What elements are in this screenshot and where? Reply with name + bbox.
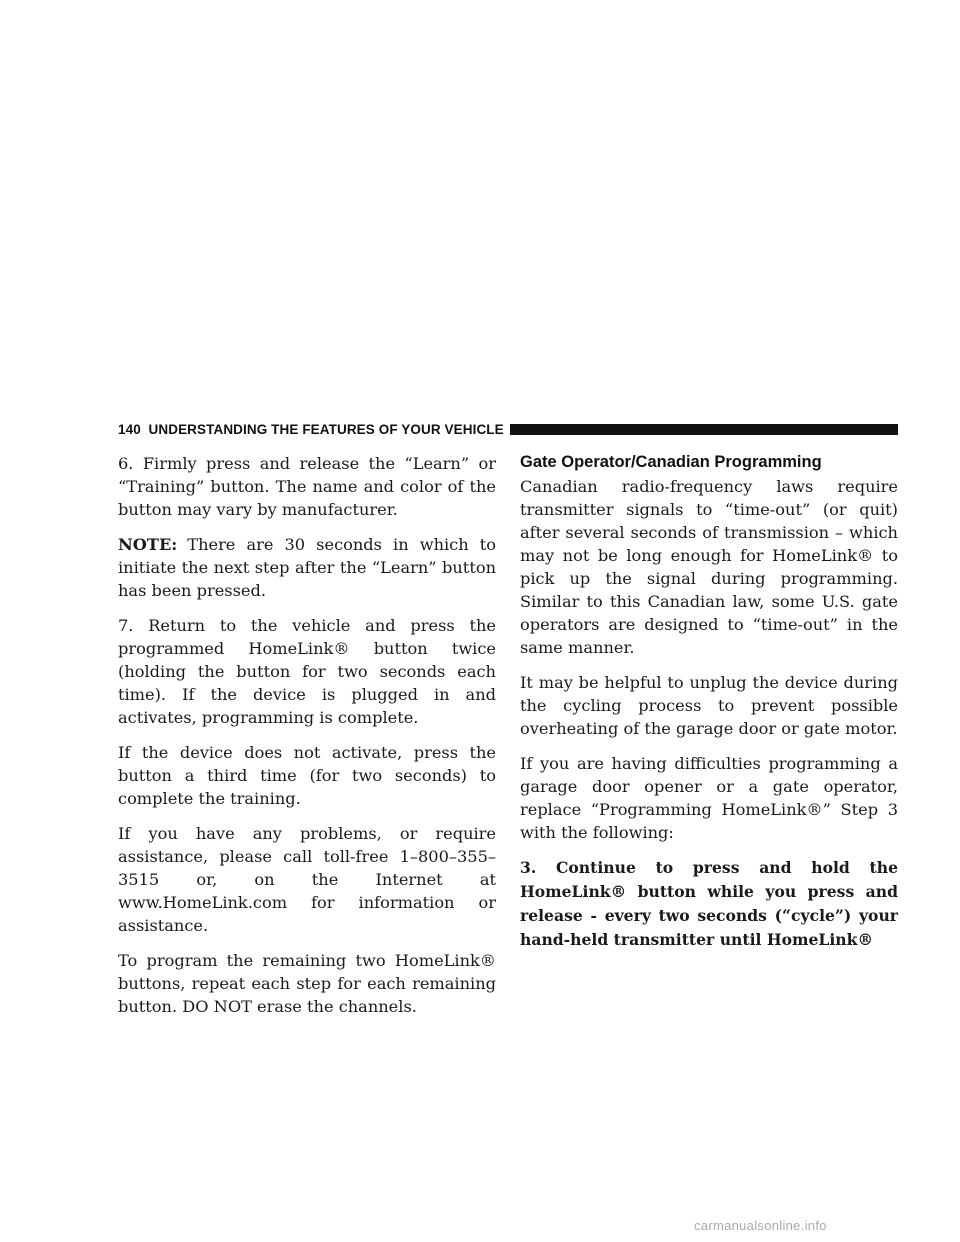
note-text: There are 30 seconds in which to initiate the next step after the “Learn” button has been pressed. <box>118 535 496 600</box>
page-header <box>118 420 898 438</box>
right-column <box>520 452 898 964</box>
note-label: NOTE: <box>118 535 178 554</box>
remaining-buttons-paragraph: To program the remaining two HomeLink® buttons, repeat each step for each remaining button. DO NOT erase the channels. <box>118 951 496 1016</box>
note-paragraph <box>118 533 496 602</box>
difficulties-paragraph: If you are having difficulties programming a garage door opener or a gate operator, replace “Programming HomeLink®” Step 3 with the following: <box>520 754 898 842</box>
assistance-paragraph: If you have any problems, or require assistance, please call toll-free 1–800–355–3515 or, on the Internet at www.HomeLink.com for information or assistance. <box>118 824 496 935</box>
header-bar <box>510 424 898 435</box>
step-6-paragraph: 6. Firmly press and release the “Learn” or “Training” button. The name and color of the button may vary by manufacturer. <box>118 454 496 519</box>
step-7-paragraph: 7. Return to the vehicle and press the programmed HomeLink® button twice (holding the button for two seconds each time). If the device is plugged in and activates, programming is complete. <box>118 616 496 727</box>
page-number: 140 <box>118 421 141 437</box>
header-text <box>118 422 504 437</box>
step-3-paragraph: 3. Continue to press and hold the HomeLink® button while you press and release - every two seconds (“cycle”) your hand-held transmitter until HomeLink® <box>520 858 898 949</box>
unplug-paragraph: It may be helpful to unplug the device during the cycling process to prevent possible overheating of the garage door or gate motor. <box>520 673 898 738</box>
watermark: carmanualsonline.info <box>694 1218 827 1233</box>
canadian-law-paragraph: Canadian radio-frequency laws require transmitter signals to “time-out” (or quit) after several seconds of transmission – which may not be long enough for HomeLink® to pick up the signal during programming. Similar to this Canadian law, some U.S. gate operators are designed to “time-out” in the same manner. <box>520 477 898 657</box>
left-column <box>118 452 496 1030</box>
section-heading: Gate Operator/Canadian Programming <box>520 453 822 471</box>
section-title: UNDERSTANDING THE FEATURES OF YOUR VEHICLE <box>148 421 504 437</box>
third-time-paragraph: If the device does not activate, press the button a third time (for two seconds) to complete the training. <box>118 743 496 808</box>
